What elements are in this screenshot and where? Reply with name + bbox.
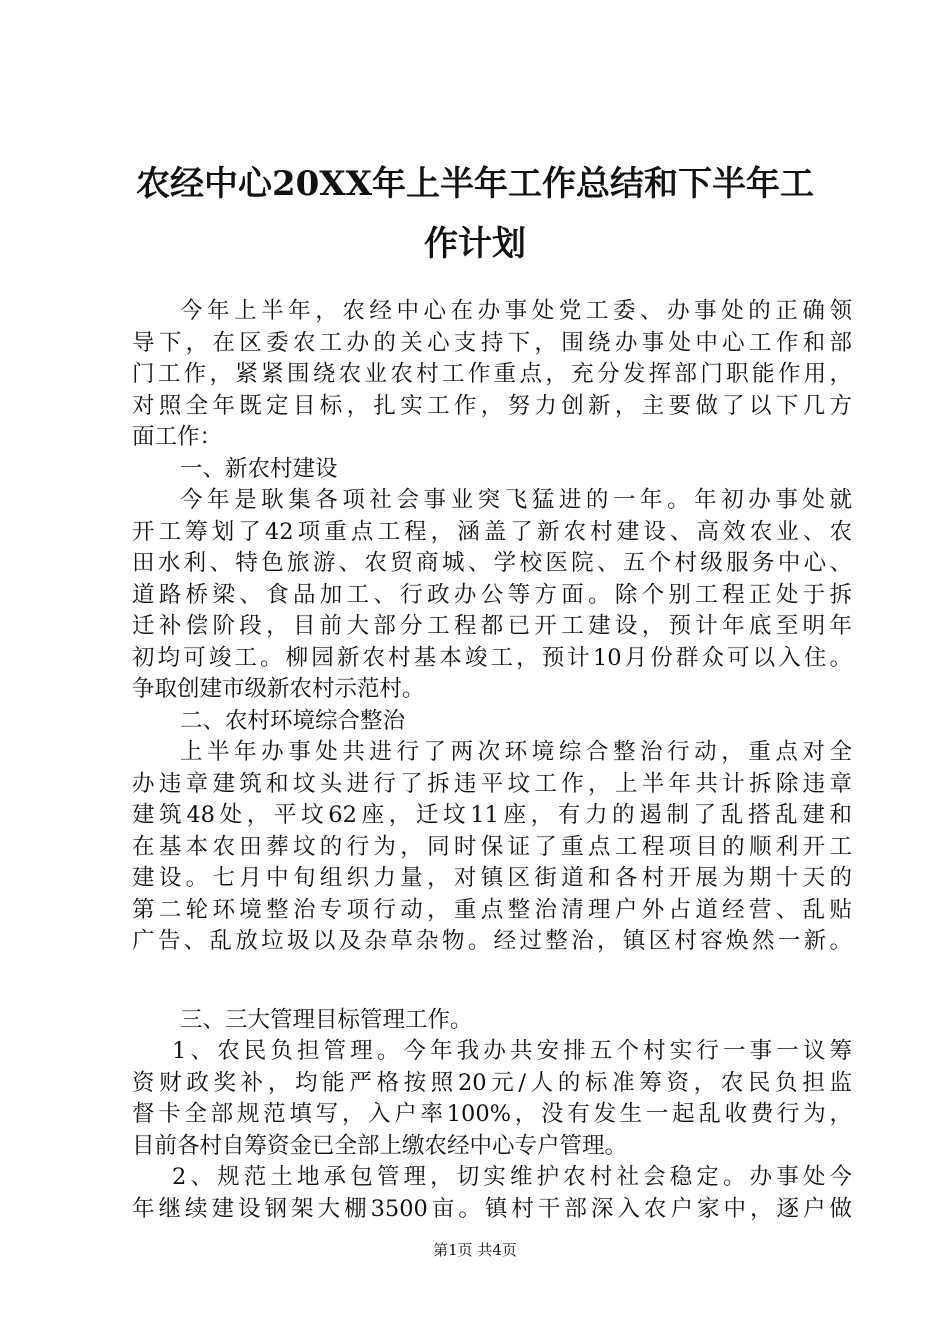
text-line: 年继续建设钢架大棚3500亩。镇村干部深入农户家中，逐户做: [132, 1195, 852, 1222]
text-line: 2、规范土地承包管理，切实维护农村社会稳定。办事处今: [172, 1164, 852, 1190]
section-heading: 三、三大管理目标管理工作。: [180, 1006, 473, 1033]
text-line: 道路桥梁、食品加工、行政办公等方面。除个别工程正处于拆: [132, 581, 852, 608]
text-line: 建筑48处，平坟62座，迁坟11座，有力的遏制了乱搭乱建和: [132, 802, 852, 828]
text-line: 迁补偿阶段，目前大部分工程都已开工建设，预计年底至明年: [132, 613, 852, 639]
text-line: 对照全年既定目标，扎实工作，努力创新，主要做了以下几方: [132, 392, 852, 419]
text-line: 导下，在区委农工办的关心支持下，围绕办事处中心工作和部: [132, 329, 852, 356]
text-line: 督卡全部规范填写，入户率100%，没有发生一起乱收费行为，: [132, 1101, 852, 1127]
text-line: 面工作：: [132, 424, 223, 450]
text-line: 上半年办事处共进行了两次环境综合整治行动，重点对全: [180, 739, 852, 765]
text-line: 目前各村自筹资金已全部上缴农经中心专户管理。: [132, 1132, 628, 1159]
text-line: 田水利、特色旅游、农贸商城、学校医院、五个村级服务中心、: [132, 550, 852, 576]
text-line: 资财政奖补，均能严格按照20元/人的标准筹资，农民负担监: [132, 1069, 852, 1096]
page-footer: 第1页 共4页: [433, 1241, 517, 1259]
document-title-line-2: 作计划: [424, 224, 526, 264]
text-line: 第二轮环境整治专项行动，重点整治清理户外占道经营、乱贴: [132, 896, 852, 923]
section-heading: 二、农村环境综合整治: [180, 707, 406, 734]
section-heading: 一、新农村建设: [180, 455, 338, 482]
text-line: 初均可竣工。柳园新农村基本竣工，预计10月份群众可以入住。: [132, 644, 852, 671]
text-line: 广告、乱放垃圾以及杂草杂物。经过整治，镇区村容焕然一新。: [132, 928, 852, 954]
text-line: 1、农民负担管理。今年我办共安排五个村实行一事一议筹: [172, 1038, 852, 1064]
text-line: 在基本农田葬坟的行为，同时保证了重点工程项目的顺利开工: [132, 833, 852, 860]
text-line: 今年上半年，农经中心在办事处党工委、办事处的正确领: [180, 298, 852, 324]
text-line: 门工作，紧紧围绕农业农村工作重点，充分发挥部门职能作用，: [132, 361, 852, 387]
text-line: 今年是耿集各项社会事业突飞猛进的一年。年初办事处就: [180, 487, 852, 513]
document-title-line-1: 农经中心20XX年上半年工作总结和下半年工: [135, 164, 815, 204]
text-line: 办违章建筑和坟头进行了拆违平坟工作，上半年共计拆除违章: [132, 770, 852, 797]
document-body: [132, 296, 852, 1225]
text-line: 开工筹划了42项重点工程，涵盖了新农村建设、高效农业、农: [132, 518, 852, 545]
text-line: 建设。七月中旬组织力量，对镇区街道和各村开展为期十天的: [132, 865, 852, 891]
blank-line: [132, 958, 852, 1005]
text-line: 争取创建市级新农村示范村。: [132, 676, 425, 702]
